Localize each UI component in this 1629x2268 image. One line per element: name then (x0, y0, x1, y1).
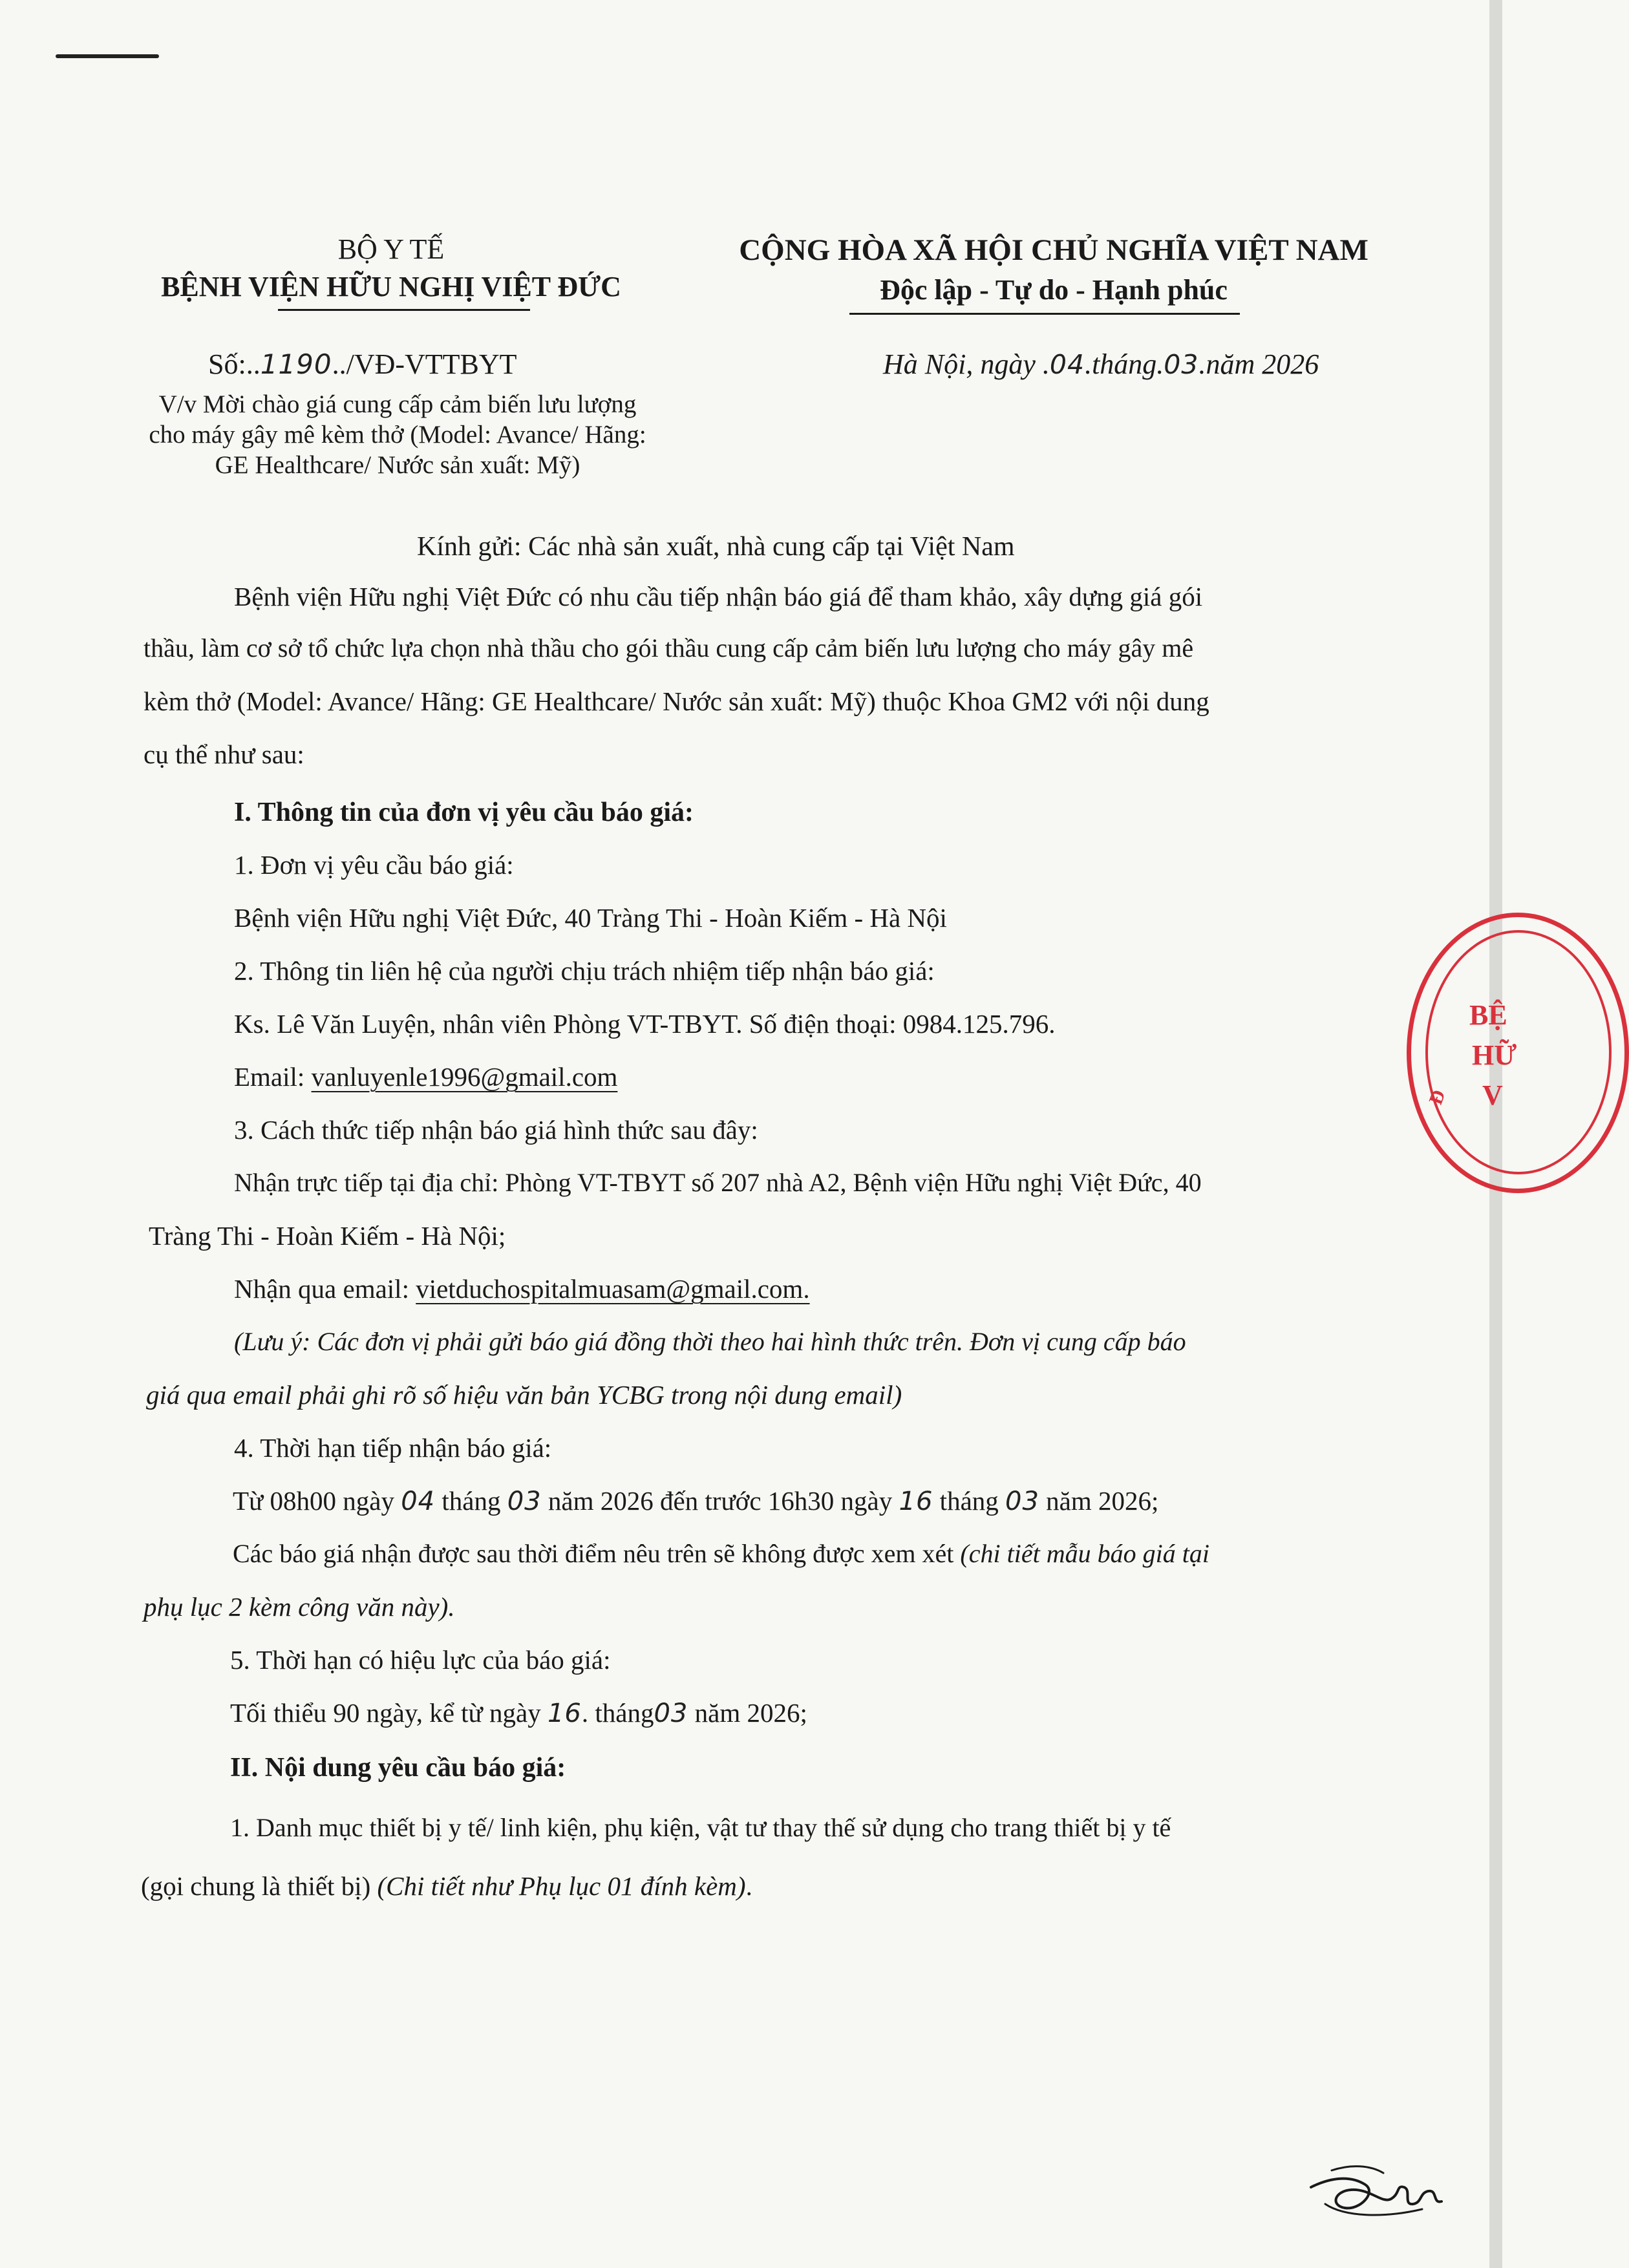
time-text-2: tháng (435, 1486, 507, 1516)
recipient: Kính gửi: Các nhà sản xuất, nhà cung cấp tại Việt Nam (417, 532, 1015, 562)
issue-date (883, 348, 1319, 381)
section2-item1-italic: (Chi tiết như Phụ lục 01 đính kèm) (377, 1871, 746, 1901)
official-stamp (1407, 913, 1629, 1193)
time-month-2: 03 (1005, 1487, 1039, 1516)
initials-signature (1306, 2159, 1448, 2230)
email-label: Email: (234, 1062, 312, 1092)
section1-item5-title: 5. Thời hạn có hiệu lực của báo giá: (230, 1645, 611, 1675)
stamp-text-3: V (1482, 1079, 1503, 1111)
section1-item2-value: Ks. Lê Văn Luyện, nhân viên Phòng VT-TBYT. Số điện thoại: 0984.125.796. (234, 1009, 1056, 1039)
time-month-1: 03 (507, 1487, 542, 1516)
section2-heading: II. Nội dung yêu cầu báo giá: (230, 1753, 566, 1783)
section1-item4-time (233, 1485, 1158, 1517)
section1-item3-title: 3. Cách thức tiếp nhận báo giá hình thức sau đây: (234, 1115, 758, 1145)
date-day: 04 (1049, 349, 1085, 380)
procurement-email-link[interactable]: vietduchospitalmuasam@gmail.com. (416, 1274, 810, 1304)
stamp-text-1: BỆ (1469, 999, 1507, 1031)
motto: Độc lập - Tự do - Hạnh phúc (880, 274, 1228, 306)
stamp-text-edge: Đ (1425, 1087, 1450, 1108)
intro-line-2: thầu, làm cơ sở tổ chức lựa chọn nhà thầu cho gói thầu cung cấp cảm biến lưu lượng cho máy gây mê (144, 633, 1194, 662)
date-mid: .tháng. (1085, 348, 1164, 380)
time-text-1: Từ 08h00 ngày (233, 1486, 401, 1516)
scan-mark (56, 54, 159, 58)
section2-item1-end: . (745, 1871, 752, 1901)
section1-item4-title: 4. Thời hạn tiếp nhận báo giá: (234, 1433, 552, 1463)
time-text-4: tháng (933, 1486, 1006, 1516)
time-day-2: 16 (899, 1487, 933, 1516)
hospital-underline (278, 309, 530, 311)
validity-text-2: . tháng (581, 1698, 654, 1728)
hospital-name: BỆNH VIỆN HỮU NGHỊ VIỆT ĐỨC (161, 271, 621, 302)
ministry-name: BỘ Y TẾ (337, 233, 445, 265)
motto-underline (849, 313, 1240, 315)
subject-line-3: GE Healthcare/ Nước sản xuất: Mỹ) (215, 451, 580, 479)
section1-item1-value: Bệnh viện Hữu nghị Việt Đức, 40 Tràng Thi - Hoàn Kiếm - Hà Nội (234, 903, 947, 933)
doc-number-prefix: Số:.. (208, 348, 261, 380)
validity-text-1: Tối thiểu 90 ngày, kể từ ngày (230, 1698, 548, 1728)
section1-item3-email (234, 1273, 810, 1305)
intro-line-4: cụ thể như sau: (144, 739, 304, 769)
time-text-3: năm 2026 đến trước 16h30 ngày (541, 1486, 899, 1516)
section2-item1-text: (gọi chung là thiết bị) (141, 1871, 378, 1901)
section1-item1-title: 1. Đơn vị yêu cầu báo giá: (234, 850, 514, 880)
validity-day: 16 (547, 1699, 582, 1728)
intro-line-1: Bệnh viện Hữu nghị Việt Đức có nhu cầu tiếp nhận báo giá để tham khảo, xây dựng giá gói (234, 582, 1203, 611)
section2-item1-line-2 (141, 1871, 752, 1902)
section1-item3-direct-2: Tràng Thi - Hoàn Kiếm - Hà Nội; (149, 1221, 506, 1251)
time-text-5: năm 2026; (1039, 1486, 1159, 1516)
date-prefix: Hà Nội, ngày . (883, 348, 1050, 380)
contact-email-link[interactable]: vanluyenle1996@gmail.com (311, 1062, 618, 1092)
validity-text-3: năm 2026; (688, 1698, 807, 1728)
validity-month: 03 (654, 1699, 688, 1728)
section1-note-1: (Lưu ý: Các đơn vị phải gửi báo giá đồng thời theo hai hình thức trên. Đơn vị cung cấp báo (234, 1327, 1186, 1356)
subject-line-2: cho máy gây mê kèm thở (Model: Avance/ Hãng: (149, 421, 646, 449)
date-month: 03 (1164, 349, 1199, 380)
document-number (208, 348, 517, 381)
item4-note-italic: (chi tiết mẫu báo giá tại (960, 1539, 1209, 1568)
section1-note-2: giá qua email phải ghi rõ số hiệu văn bản YCBG trong nội dung email) (146, 1380, 902, 1410)
section1-item2-title: 2. Thông tin liên hệ của người chịu trách nhiệm tiếp nhận báo giá: (234, 956, 935, 986)
date-suffix: .năm 2026 (1198, 348, 1319, 380)
section1-item3-direct-1: Nhận trực tiếp tại địa chỉ: Phòng VT-TBYT số 207 nhà A2, Bệnh viện Hữu nghị Việt Đức, 40 (234, 1168, 1202, 1197)
stamp-text-2: HỮ (1472, 1039, 1517, 1071)
time-day-1: 04 (401, 1487, 436, 1516)
section1-item4-note-2: phụ lục 2 kèm công văn này). (144, 1592, 455, 1622)
section1-item4-note-1 (233, 1538, 1209, 1569)
section1-item5-value (230, 1697, 807, 1729)
intro-line-3: kèm thở (Model: Avance/ Hãng: GE Healthcare/ Nước sản xuất: Mỹ) thuộc Khoa GM2 với nội dung (144, 686, 1209, 716)
section2-item1-line-1: 1. Danh mục thiết bị y tế/ linh kiện, phụ kiện, vật tư thay thế sử dụng cho trang thiết bị y tế (230, 1813, 1171, 1842)
subject-line-1: V/v Mời chào giá cung cấp cảm biến lưu lượng (158, 390, 637, 418)
doc-number-suffix: ../VĐ-VTTBYT (332, 348, 517, 380)
doc-number-handwritten: 1190 (260, 348, 332, 380)
stamp-inner-ring (1425, 930, 1612, 1174)
item4-note-text: Các báo giá nhận được sau thời điểm nêu trên sẽ không được xem xét (233, 1539, 961, 1568)
section1-heading: I. Thông tin của đơn vị yêu cầu báo giá: (234, 798, 694, 827)
republic-name: CỘNG HÒA XÃ HỘI CHỦ NGHĨA VIỆT NAM (739, 233, 1368, 267)
item3-email-label: Nhận qua email: (234, 1274, 416, 1304)
section1-email (234, 1061, 617, 1093)
